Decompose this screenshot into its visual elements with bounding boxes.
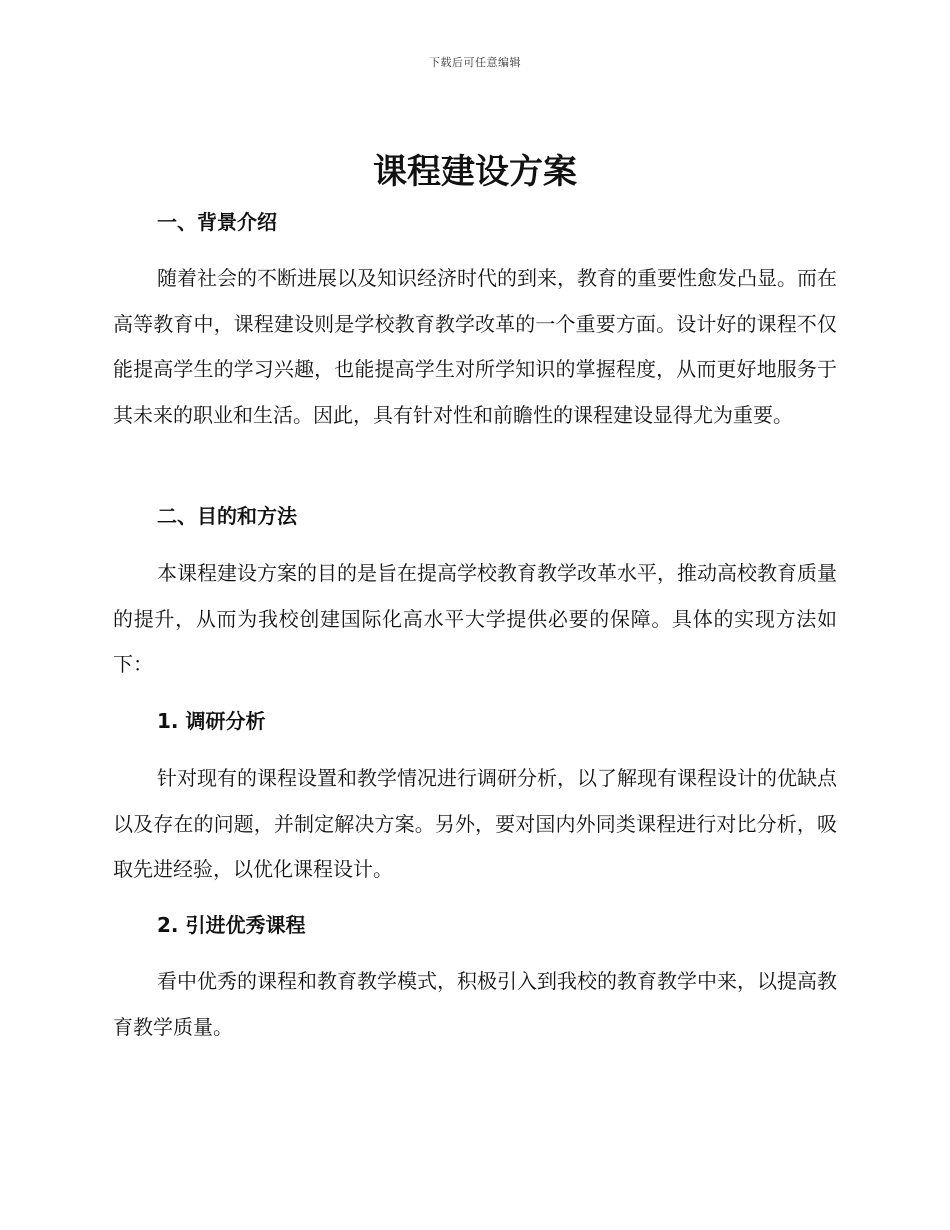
paragraph-background: 随着社会的不断进展以及知识经济时代的到来，教育的重要性愈发凸显。而在高等教育中，课程建设则是学校教育教学改革的一个重要方面。设计好的课程不仅能提高学生的学习兴趣，也能提高学生对所学知识的掌握程度，从而更好地服务于其未来的职业和生活。因此，具有针对性和前瞻性的课程建设显得尤为重要。 bbox=[113, 266, 837, 428]
paragraph-research: 针对现有的课程设置和教学情况进行调研分析，以了解现有课程设计的优缺点以及存在的问题，并制定解决方案。另外，要对国内外同类课程进行对比分析，吸取先进经验，以优化课程设计。 bbox=[113, 766, 837, 882]
paragraph-excellent-courses: 看中优秀的课程和教育教学模式，积极引入到我校的教育教学中来，以提高教育教学质量。 bbox=[113, 969, 837, 1039]
section-heading-purpose-method: 二、目的和方法 bbox=[157, 504, 297, 528]
paragraph-purpose: 本课程建设方案的目的是旨在提高学校教育教学改革水平，推动高校教育质量的提升，从而为我校创建国际化高水平大学提供必要的保障。具体的实现方法如下： bbox=[113, 561, 837, 677]
section-heading-background: 一、背景介绍 bbox=[157, 210, 277, 234]
subsection-heading-excellent-courses: 2. 引进优秀课程 bbox=[157, 913, 306, 937]
document-title: 课程建设方案 bbox=[373, 152, 577, 192]
subsection-heading-research: 1. 调研分析 bbox=[157, 709, 266, 733]
page-header-note: 下载后可任意编辑 bbox=[429, 56, 521, 69]
